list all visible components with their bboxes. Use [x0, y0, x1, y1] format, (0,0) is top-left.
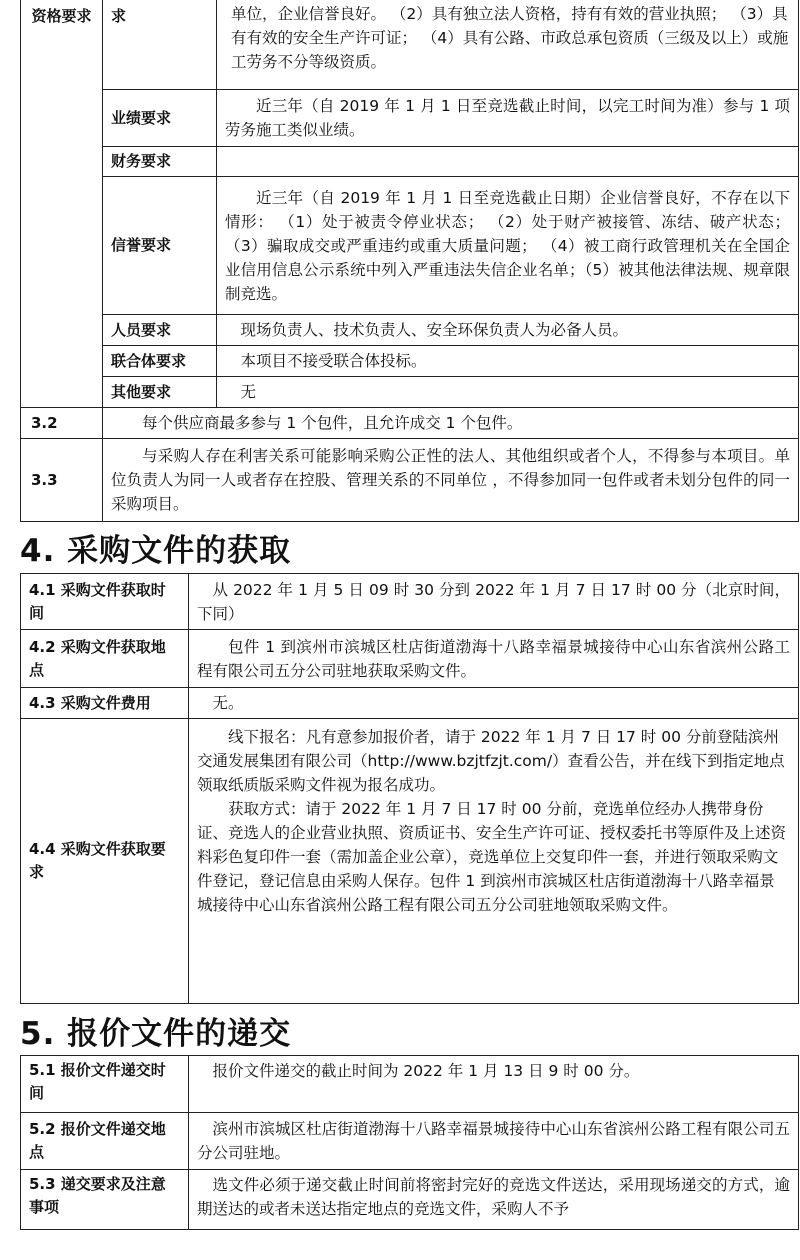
- qualification-label-continued: 求: [103, 0, 217, 90]
- row-4-2-label: 4.2 采购文件获取地点: [21, 630, 189, 688]
- row-4-4-label: 4.4 采购文件获取要求: [21, 719, 189, 1004]
- row-4-3-text: 无。: [189, 688, 799, 719]
- finance-text: [217, 147, 799, 177]
- credit-label: 信誉要求: [103, 177, 217, 315]
- row-3-2-number: 3.2: [21, 408, 103, 439]
- section-5-table: [20, 1055, 799, 1230]
- row-5-3-text: 选文件必须于递交截止时间前将密封完好的竞选文件送达，采用现场递交的方式，逾期送达的或者未送达指定地点的竞选文件，采购人不予: [189, 1170, 799, 1230]
- other-text: 无: [217, 377, 799, 408]
- row-4-4-text: [189, 719, 799, 1004]
- section-5-title: 5. 报价文件的递交: [20, 1016, 292, 1052]
- row-5-2-label: 5.2 报价文件递交地点: [21, 1113, 189, 1170]
- personnel-text: 现场负责人、技术负责人、安全环保负责人为必备人员。: [217, 315, 799, 346]
- consortium-text: 本项目不接受联合体投标。: [217, 346, 799, 377]
- row-4-2-text: 包件 1 到滨州市滨城区杜店街道渤海十八路幸福景城接待中心山东省滨州公路工程有限公司五分公司驻地获取采购文件。: [189, 630, 799, 688]
- qualification-text: 单位，企业信誉良好。 （2）具有独立法人资格，持有有效的营业执照； （3）具有有效的安全生产许可证； （4）具有公路、市政总承包资质（三级及以上）或施工劳务不分等级资质。: [217, 0, 799, 90]
- row-4-1-label: 4.1 采购文件获取时间: [21, 574, 189, 630]
- qualification-table: [20, 0, 799, 522]
- section-4-title: 4. 采购文件的获取: [20, 533, 292, 569]
- row-5-1-label: 5.1 报价文件递交时间: [21, 1056, 189, 1113]
- row-5-1-text: 报价文件递交的截止时间为 2022 年 1 月 13 日 9 时 00 分。: [189, 1056, 799, 1113]
- row-4-4-paragraph-1: 线下报名：凡有意参加报价者，请于 2022 年 1 月 7 日 17 时 00 分前登陆滨州交通发展集团有限公司（http://www.bzjtfzjt.com/）查看公告，并在线下到指定地点领取纸质版采购文件视为报名成功。: [197, 728, 785, 794]
- row-3-3-number: 3.3: [21, 439, 103, 522]
- row-3-2-text: 每个供应商最多参与 1 个包件，且允许成交 1 个包件。: [103, 408, 799, 439]
- personnel-label: 人员要求: [103, 315, 217, 346]
- row-4-4-paragraph-2: 获取方式：请于 2022 年 1 月 7 日 17 时 00 分前，竞选单位经办人携带身份证、竞选人的企业营业执照、资质证书、安全生产许可证、授权委托书等原件及上述资料彩色复印件一套（需加盖企业公章），竞选单位上交复印件一套，并进行领取采购文件登记，登记信息由采购人保存。包件 1 到滨州市滨城区杜店街道渤海十八路幸福景城接待中心山东省滨州公路工程有限公司五分公司驻地领取采购文件。: [197, 800, 787, 914]
- row-4-3-label: 4.3 采购文件费用: [21, 688, 189, 719]
- finance-label: 财务要求: [103, 147, 217, 177]
- performance-text: 近三年（自 2019 年 1 月 1 日至竞选截止时间，以完工时间为准）参与 1 项劳务施工类似业绩。: [217, 90, 799, 147]
- qualification-label: 资格要求: [21, 0, 103, 408]
- row-4-1-text: 从 2022 年 1 月 5 日 09 时 30 分到 2022 年 1 月 7 日 17 时 00 分（北京时间，下同）: [189, 574, 799, 630]
- performance-label: 业绩要求: [103, 90, 217, 147]
- section-4-table: [20, 573, 799, 1004]
- row-5-2-text: 滨州市滨城区杜店街道渤海十八路幸福景城接待中心山东省滨州公路工程有限公司五分公司驻地。: [189, 1113, 799, 1170]
- row-3-3-text: 与采购人存在利害关系可能影响采购公正性的法人、其他组织或者个人，不得参与本项目。单位负责人为同一人或者存在控股、管理关系的不同单位 ，不得参加同一包件或者未划分包件的同一采购项目。: [103, 439, 799, 522]
- consortium-label: 联合体要求: [103, 346, 217, 377]
- row-5-3-label: 5.3 递交要求及注意事项: [21, 1170, 189, 1230]
- credit-text: 近三年（自 2019 年 1 月 1 日至竞选截止日期）企业信誉良好，不存在以下情形： （1）处于被责令停业状态； （2）处于财产被接管、冻结、破产状态； （3）骗取成交或严重违约或重大质量问题； （4）被工商行政管理机关在全国企业信用信息公示系统中列入严重违法失信企业名单；（5）被其他法律法规、规章限制竞选。: [217, 177, 799, 315]
- other-label: 其他要求: [103, 377, 217, 408]
